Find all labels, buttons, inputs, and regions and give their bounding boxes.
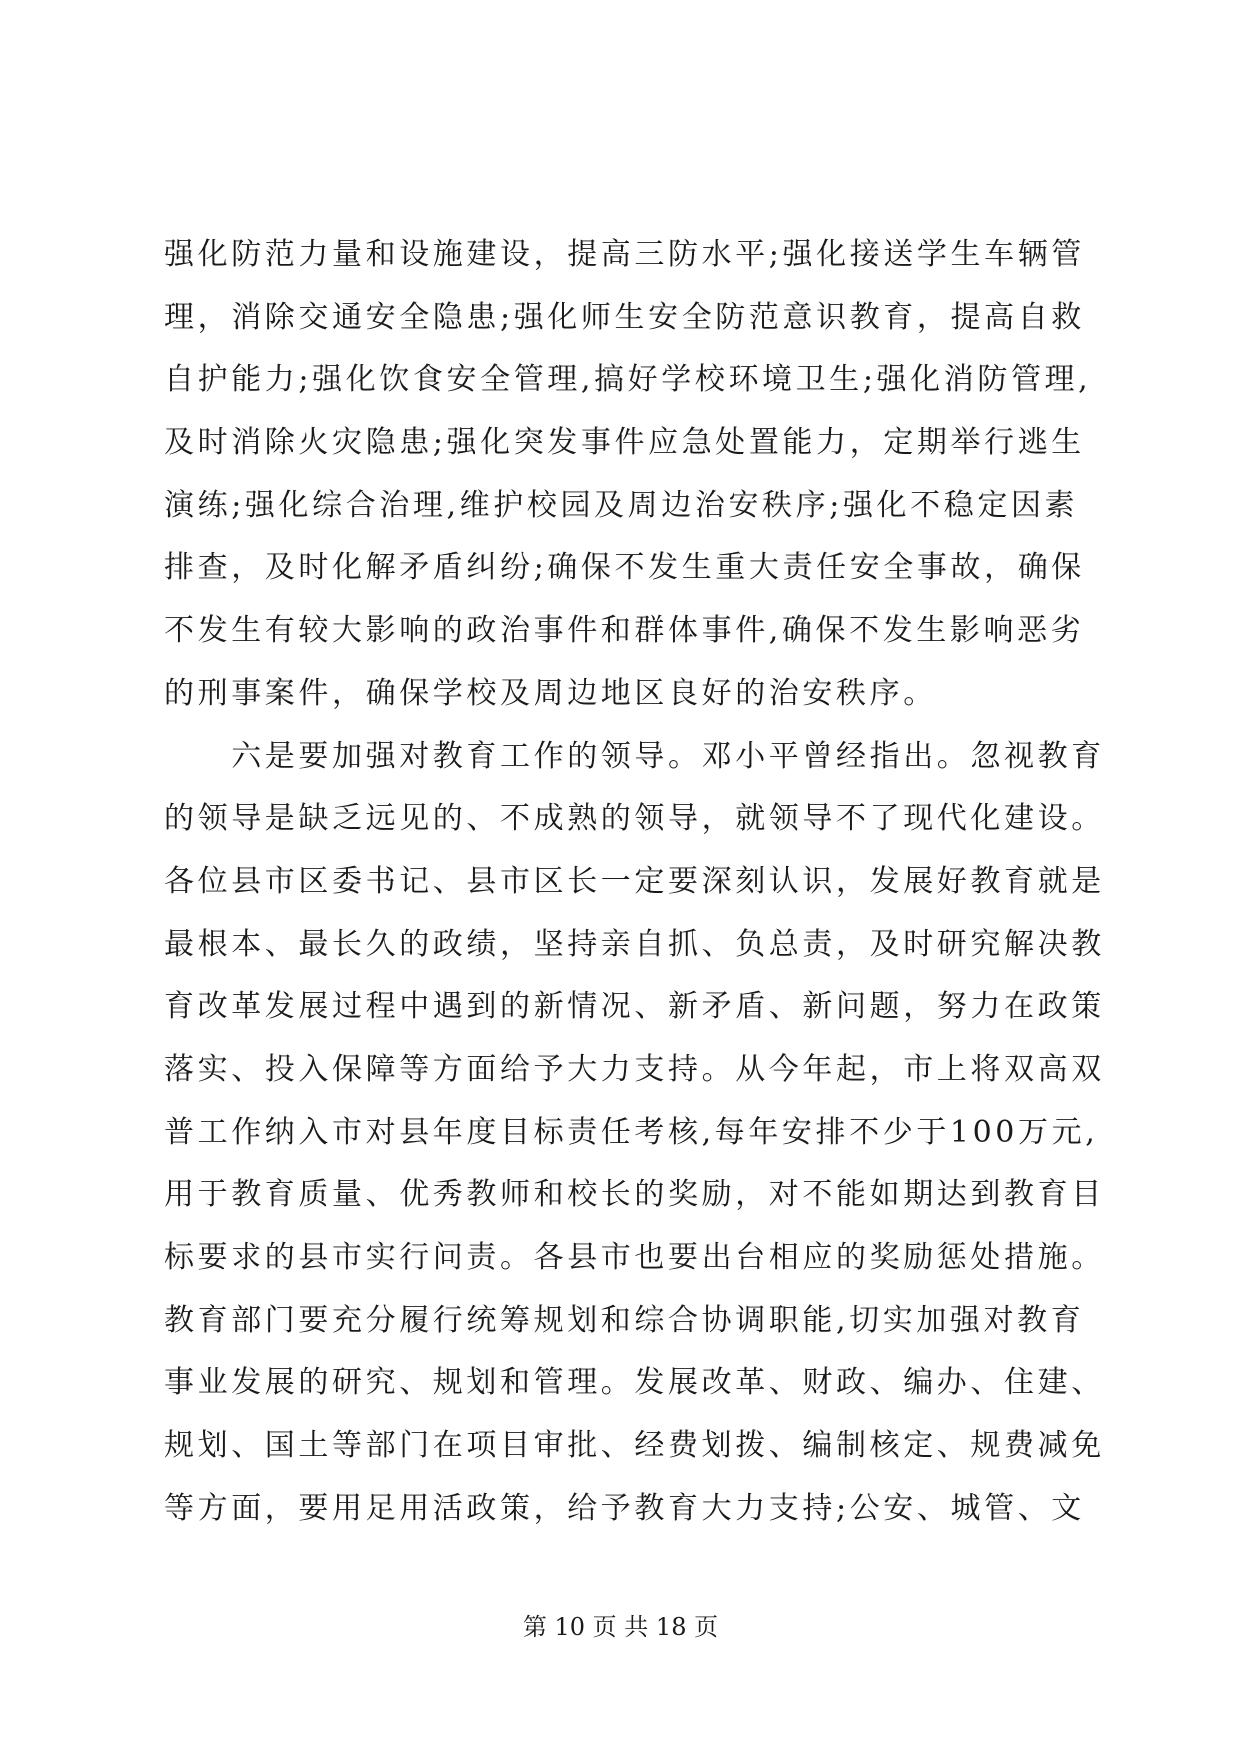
text-line: 的领导是缺乏远见的、不成熟的领导，就领导不了现代化建设。 [164, 801, 1105, 837]
text-line: 规划、国土等部门在项目审批、经费划拨、编制核定、规费减免 [164, 1428, 1105, 1464]
text-line: 不发生有较大影响的政治事件和群体事件,确保不发生影响恶劣 [164, 613, 1085, 649]
text-line: 普工作纳入市对县年度目标责任考核,每年安排不少于100万元, [164, 1114, 1099, 1150]
text-line: 排查，及时化解矛盾纠纷;确保不发生重大责任安全事故，确保 [164, 550, 1085, 586]
text-line: 事业发展的研究、规划和管理。发展改革、财政、编办、住建、 [164, 1365, 1105, 1401]
body-text [164, 224, 1124, 1540]
text-line: 及时消除火灾隐患;强化突发事件应急处置能力，定期举行逃生 [164, 425, 1085, 461]
text-line: 用于教育质量、优秀教师和校长的奖励，对不能如期达到教育目 [164, 1177, 1105, 1213]
text-line: 落实、投入保障等方面给予大力支持。从今年起，市上将双高双 [164, 1051, 1105, 1087]
text-line: 演练;强化综合治理,维护校园及周边治安秩序;强化不稳定因素 [164, 487, 1079, 523]
text-line: 自护能力;强化饮食安全管理,搞好学校环境卫生;强化消防管理, [164, 362, 1092, 398]
text-line: 六是要加强对教育工作的领导。邓小平曾经指出。忽视教育 [164, 738, 1105, 774]
text-line: 强化防范力量和设施建设，提高三防水平;强化接送学生车辆管 [164, 237, 1085, 272]
text-line: 的刑事案件，确保学校及周边地区良好的治安秩序。 [164, 675, 937, 711]
page-number-footer: 第 10 页 共 18 页 [522, 1613, 719, 1641]
text-line: 各位县市区委书记、县市区长一定要深刻认识，发展好教育就是 [164, 863, 1105, 899]
text-line: 理，消除交通安全隐患;强化师生安全防范意识教育，提高自救 [164, 299, 1085, 335]
text-line: 标要求的县市实行问责。各县市也要出台相应的奖励惩处措施。 [164, 1240, 1105, 1275]
text-line: 教育部门要充分履行统筹规划和综合协调职能,切实加强对教育 [164, 1302, 1085, 1338]
text-line: 等方面，要用足用活政策，给予教育大力支持;公安、城管、文 [164, 1490, 1085, 1526]
text-line: 育改革发展过程中遇到的新情况、新矛盾、新问题，努力在政策 [164, 989, 1105, 1025]
text-line: 最根本、最长久的政绩，坚持亲自抓、负总责，及时研究解决教 [164, 926, 1105, 962]
